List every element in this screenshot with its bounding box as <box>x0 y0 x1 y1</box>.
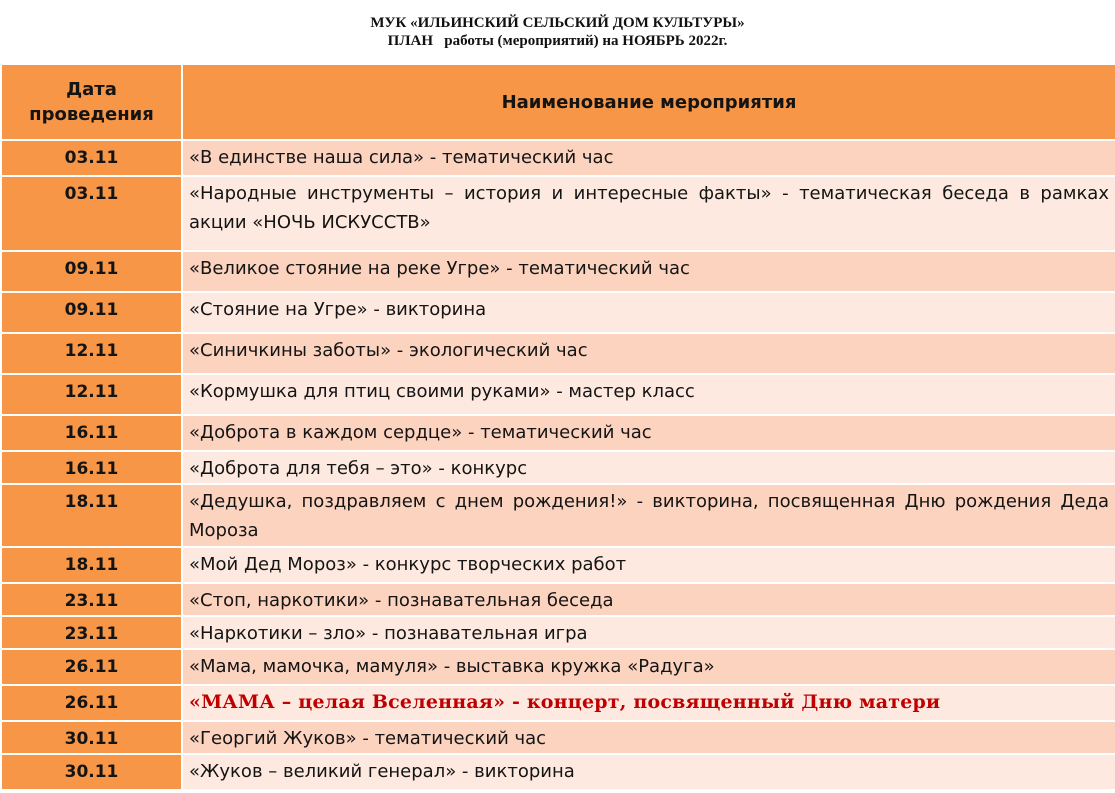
table-row <box>1 583 1115 616</box>
event-name: «Стоп, наркотики» - познавательная беседа <box>182 583 1115 616</box>
event-name: «Синичкины заботы» - экологический час <box>182 333 1115 374</box>
event-name: «Великое стояние на реке Угре» - тематический час <box>182 251 1115 292</box>
table-row <box>1 451 1115 484</box>
organization-title: МУК «ИЛЬИНСКИЙ СЕЛЬСКИЙ ДОМ КУЛЬТУРЫ» <box>370 15 745 31</box>
table-row <box>1 333 1115 374</box>
table-row <box>1 754 1115 790</box>
event-date: 26.11 <box>1 649 182 685</box>
event-name: «В единстве наша сила» - тематический час <box>182 140 1115 176</box>
table-row <box>1 616 1115 649</box>
table-row <box>1 721 1115 754</box>
event-date: 30.11 <box>1 754 182 790</box>
event-name: «Дедушка, поздравляем с днем рождения!» - викторина, посвященная Дню рождения Деда Мороза <box>182 484 1115 547</box>
plan-title: ПЛАН работы (мероприятий) на НОЯБРЬ 2022г. <box>387 33 728 49</box>
table-row <box>1 251 1115 292</box>
event-date: 26.11 <box>1 685 182 721</box>
event-date: 03.11 <box>1 176 182 251</box>
table-row <box>1 140 1115 176</box>
column-header-date: Дата проведения <box>1 64 182 140</box>
event-date: 23.11 <box>1 616 182 649</box>
event-date: 23.11 <box>1 583 182 616</box>
event-date: 16.11 <box>1 451 182 484</box>
document-heading <box>0 14 1115 50</box>
event-name: «Жуков – великий генерал» - викторина <box>182 754 1115 790</box>
event-date: 30.11 <box>1 721 182 754</box>
event-name-highlighted: «МАМА – целая Вселенная» - концерт, посвященный Дню матери <box>182 685 1115 721</box>
table-row <box>1 649 1115 685</box>
event-date: 12.11 <box>1 374 182 415</box>
event-name: «Мой Дед Мороз» - конкурс творческих работ <box>182 547 1115 583</box>
table-row <box>1 292 1115 333</box>
table-row <box>1 415 1115 451</box>
event-date: 12.11 <box>1 333 182 374</box>
event-name: «Народные инструменты – история и интересные факты» - тематическая беседа в рамках акции «НОЧЬ ИСКУССТВ» <box>182 176 1115 251</box>
event-date: 18.11 <box>1 547 182 583</box>
event-name: «Стояние на Угре» - викторина <box>182 292 1115 333</box>
table-row <box>1 176 1115 251</box>
events-table <box>0 63 1115 791</box>
event-name: «Доброта для тебя – это» - конкурс <box>182 451 1115 484</box>
column-header-name: Наименование мероприятия <box>182 64 1115 140</box>
event-date: 09.11 <box>1 251 182 292</box>
event-date: 03.11 <box>1 140 182 176</box>
table-header-row <box>1 64 1115 140</box>
event-date: 09.11 <box>1 292 182 333</box>
table-row <box>1 685 1115 721</box>
event-name: «Георгий Жуков» - тематический час <box>182 721 1115 754</box>
event-date: 18.11 <box>1 484 182 547</box>
event-name: «Доброта в каждом сердце» - тематический час <box>182 415 1115 451</box>
event-date: 16.11 <box>1 415 182 451</box>
table-row <box>1 484 1115 547</box>
event-name: «Кормушка для птиц своими руками» - мастер класс <box>182 374 1115 415</box>
table-row <box>1 547 1115 583</box>
event-name: «Наркотики – зло» - познавательная игра <box>182 616 1115 649</box>
table-row <box>1 374 1115 415</box>
event-name: «Мама, мамочка, мамуля» - выставка кружка «Радуга» <box>182 649 1115 685</box>
